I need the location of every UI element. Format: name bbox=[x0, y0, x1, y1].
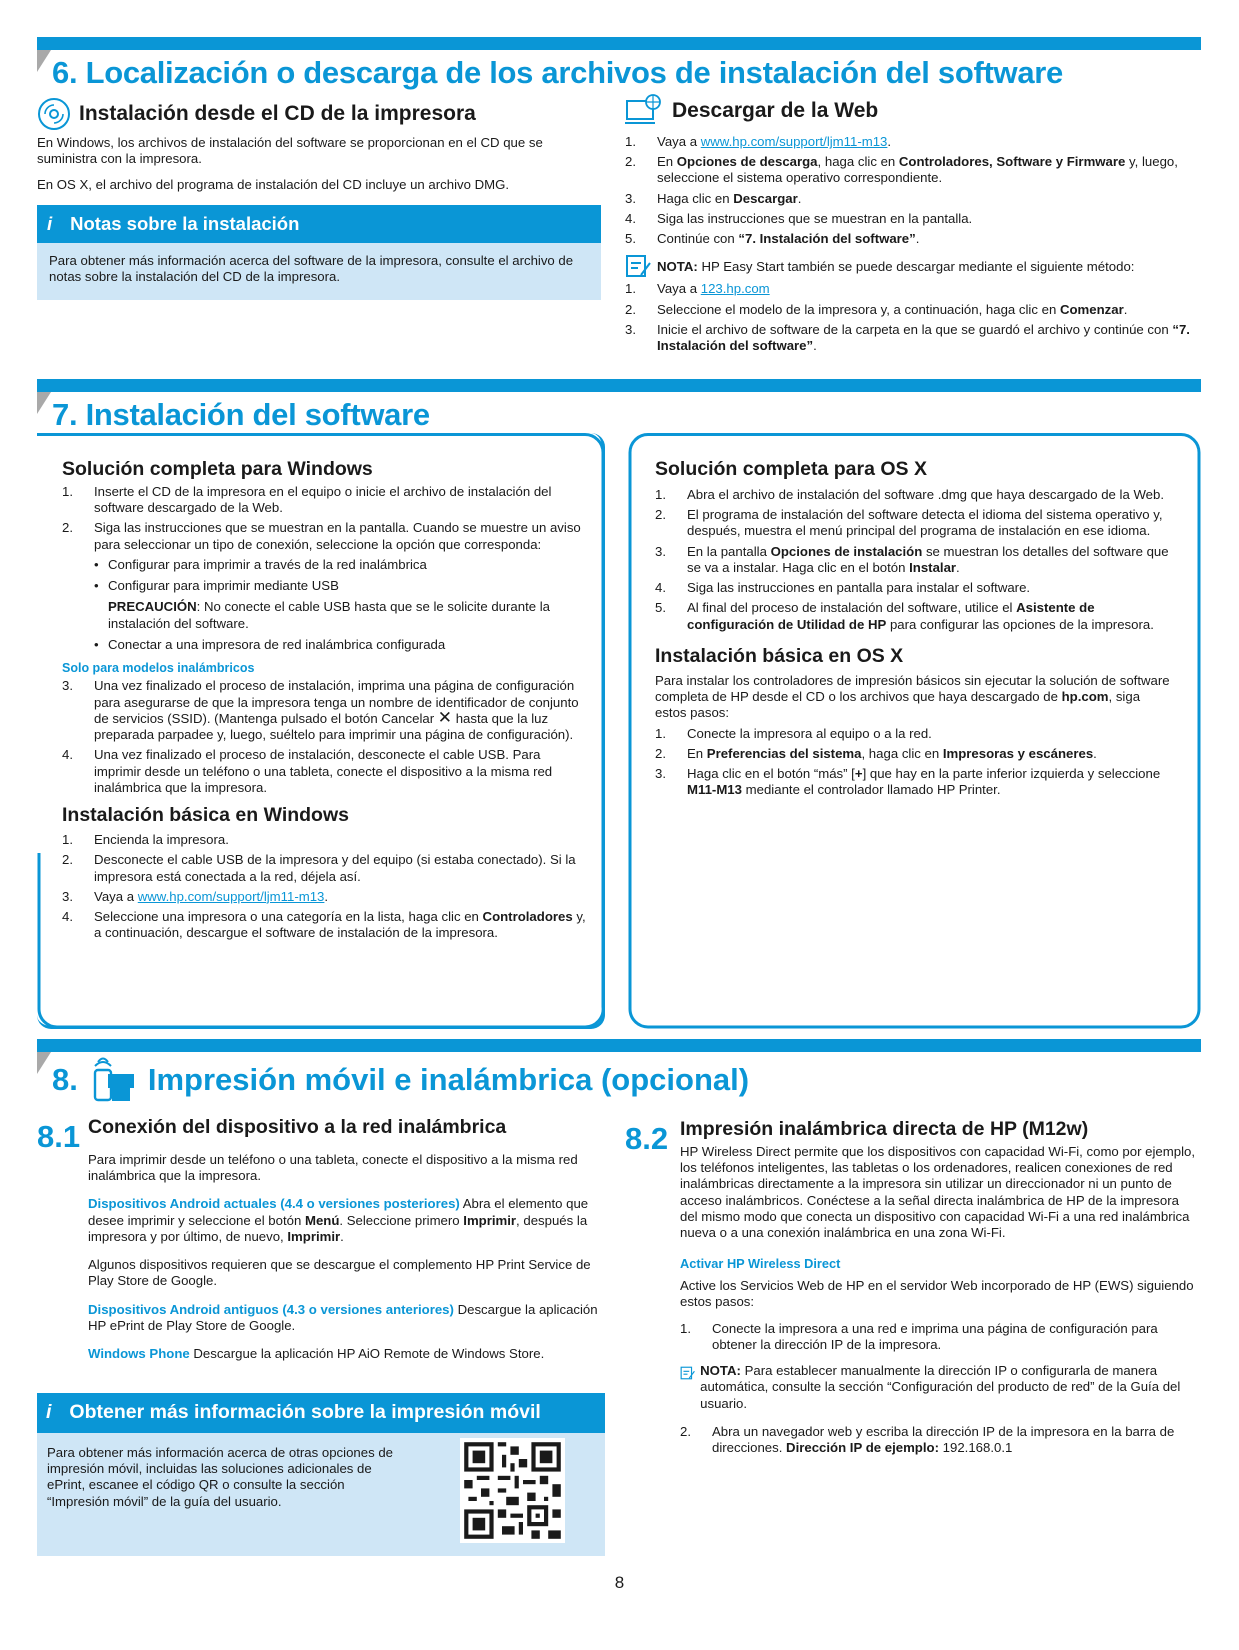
support-link[interactable]: www.hp.com/support/ljm11-m13 bbox=[700, 134, 888, 149]
list-item: 2. Abra un navegador web y escriba la dirección IP de la impresora en la barra de direcciones. Dirección IP de ejemplo: 192.168.0.1 bbox=[680, 1423, 1175, 1455]
activate-wireless-direct-label: Activar HP Wireless Direct bbox=[680, 1256, 841, 1272]
list-item: 2. Seleccione el modelo de la impresora y, a continuación, haga clic en Comenzar. bbox=[625, 301, 1128, 317]
section-7-bar bbox=[37, 379, 1201, 392]
subsection-8-1-text: Para imprimir desde un teléfono o una tableta, conecte el dispositivo a la misma red inalámbrica que la impresora. bbox=[88, 1151, 578, 1184]
web-download-heading: Descargar de la Web bbox=[672, 99, 879, 123]
section-6-title: 6. Localización o descarga de los archivos de instalación del software bbox=[52, 55, 1063, 90]
install-notes-text: Para obtener más información acerca del software de la impresora, consulte el archivo de notas sobre la instalación del CD de la impresora. bbox=[49, 253, 574, 285]
mobile-info-header bbox=[37, 1393, 605, 1433]
subsection-8-1-number: 8.1 bbox=[37, 1119, 81, 1154]
list-item: 3. En la pantalla Opciones de instalación se muestran los detalles del software que se va a instalar. Haga clic en el botón Instalar. bbox=[655, 543, 1169, 575]
list-item: 2. En Opciones de descarga, haga clic en Controladores, Software y Firmware y, luego, seleccione el sistema operativo correspondiente. bbox=[625, 154, 1178, 186]
osx-full-heading: Solución completa para OS X bbox=[655, 458, 927, 480]
section-8-bar bbox=[37, 1039, 1201, 1052]
subsection-8-2 bbox=[680, 1118, 1200, 1460]
list-item: 1. Abra el archivo de instalación del software .dmg que haya descargado de la Web. bbox=[655, 486, 1164, 502]
list-item: 3. Haga clic en el botón “más” [+] que hay en la parte inferior izquierda y seleccione M11-M13 mediante el controlador llamado HP Printer. bbox=[655, 766, 1161, 798]
section-8-number: 8. bbox=[52, 1061, 78, 1097]
subsection-8-1-heading: Conexión del dispositivo a la red inalámbrica bbox=[88, 1116, 507, 1138]
mobile-info-title: Obtener más información sobre la impresión móvil bbox=[69, 1401, 541, 1423]
list-item: 1. Conecte la impresora a una red e imprima una página de configuración para obtener la dirección IP de la impresora. bbox=[680, 1320, 1158, 1352]
cd-install-heading: Instalación desde el CD de la impresora bbox=[79, 102, 476, 126]
mobile-wireless-icon bbox=[90, 1056, 136, 1104]
web-note: NOTA: HP Easy Start también se puede descargar mediante el siguiente método: bbox=[625, 253, 1200, 279]
list-item: 4. Siga las instrucciones que se muestran en la pantalla. bbox=[625, 210, 973, 226]
easy-start-link[interactable]: 123.hp.com bbox=[700, 281, 770, 297]
cd-install-column bbox=[37, 97, 601, 194]
ip-note: NOTA: Para establecer manualmente la dirección IP o configurarla de manera automática, consulte la sección “Configuración del producto de red” de la Guía del usuario. bbox=[680, 1359, 1200, 1412]
mobile-info-text: Para obtener más información acerca de otras opciones de impresión móvil, incluidas las soluciones adicionales de ePrint, escanee el código QR o consulte la sección “Impresión móvil” de la guía del usuario. bbox=[47, 1445, 393, 1509]
web-download-icon bbox=[625, 93, 663, 129]
support-link[interactable]: www.hp.com/support/ljm11-m13 bbox=[137, 888, 325, 904]
list-item: 5. Al final del proceso de instalación del software, utilice el Asistente de configuración de Utilidad de HP para configurar las opciones de la impresora. bbox=[655, 600, 1154, 632]
windows-full-heading: Solución completa para Windows bbox=[62, 458, 373, 480]
list-item: 1. Inserte el CD de la impresora en el equipo o inicie el archivo de instalación del software descargado de la Web. bbox=[62, 483, 552, 516]
install-notes-title: Notas sobre la instalación bbox=[70, 213, 300, 234]
section-8-corner bbox=[37, 1052, 51, 1074]
list-item: • Configurar para imprimir a través de la red inalámbrica bbox=[94, 557, 587, 573]
list-item: 1. Encienda la impresora. bbox=[62, 832, 229, 848]
list-item: 5. Continúe con “7. Instalación del software”. bbox=[625, 231, 920, 247]
list-item: 3. Inicie el archivo de software de la carpeta en la que se guardó el archivo y continúe con “7. Instalación del software”. bbox=[625, 321, 1190, 354]
info-icon: i bbox=[47, 213, 53, 234]
cd-install-text-2: En OS X, el archivo del programa de instalación del CD incluye un archivo DMG. bbox=[37, 177, 510, 193]
list-item: 4. Una vez finalizado el proceso de instalación, desconecte el cable USB. Para imprimir desde un teléfono o una tableta, conecte el dispositivo a la misma red inalámbrica que la impresora. bbox=[62, 747, 553, 795]
list-item: 2. Siga las instrucciones que se muestran en la pantalla. Cuando se muestre un aviso para seleccionar un tipo de conexión, seleccione la opción que corresponda: bbox=[62, 520, 581, 552]
windows-full-section bbox=[62, 458, 587, 946]
list-item: 1. Vaya a www.hp.com/support/ljm11-m13. bbox=[625, 134, 892, 149]
subsection-8-1 bbox=[88, 1116, 608, 1362]
note-icon bbox=[625, 253, 653, 279]
android-old-text: Dispositivos Android antiguos (4.3 o versiones anteriores) Descargue la aplicación HP ePrint de Play Store de Google. bbox=[88, 1301, 598, 1333]
list-item: 1. Conecte la impresora al equipo o a la red. bbox=[655, 725, 932, 741]
windows-phone-text: Windows Phone Descargue la aplicación HP AiO Remote de Windows Store. bbox=[88, 1346, 545, 1362]
cd-icon bbox=[37, 97, 71, 131]
cd-install-text-1: En Windows, los archivos de instalación del software se proporcionan en el CD que se suministra con la impresora. bbox=[37, 135, 543, 167]
list-item: • Configurar para imprimir mediante USB PRECAUCIÓN: No conecte el cable USB hasta que se le solicite durante la instalación del software. bbox=[94, 578, 587, 632]
section-6-bar bbox=[37, 37, 1201, 50]
list-item: 3. Una vez finalizado el proceso de instalación, imprima una página de configuración para asegurarse de que la impresora tenga un nombre de identificador de conjunto de servicios (SSID). (Mantenga pulsado el botón Cancelar ✕ hasta que la luz preparada parpadee y, luego, suéltelo para imprimir una página de configuración). bbox=[62, 678, 579, 743]
web-download-column bbox=[625, 93, 1200, 358]
section-6-corner bbox=[37, 50, 51, 72]
android-current-text: Dispositivos Android actuales (4.4 o versiones posteriores) Abra el elemento que desee imprimir y seleccione el botón Menú. Seleccione primero Imprimir, después la impresora y por último, de nuevo, Imprimir. bbox=[88, 1196, 589, 1244]
wireless-direct-text: HP Wireless Direct permite que los dispositivos con capacidad Wi-Fi, como por ejemplo, los teléfonos inteligentes, las tabletas o los ordenadores, realicen conexiones de red inalámbricas directamente a la impresora sin utilizar un direccionador ni un punto de acceso inalámbricos. Conéctese a la señal directa inalámbrica de HP de la impresora del mismo modo que conecta un dispositivo con capacidad Wi-Fi a una red inalámbrica nueva o a una conexión inalámbrica en una zona Wi-Fi. bbox=[680, 1143, 1195, 1241]
section-7-corner bbox=[37, 392, 51, 414]
section-7-title: 7. Instalación del software bbox=[52, 397, 430, 432]
activate-wireless-direct-text: Active los Servicios Web de HP en el servidor Web incorporado de HP (EWS) siguiendo estos pasos: bbox=[680, 1278, 1194, 1310]
install-notes-header bbox=[37, 205, 601, 243]
subsection-8-2-heading: Impresión inalámbrica directa de HP (M12w) bbox=[680, 1118, 1089, 1140]
print-service-text: Algunos dispositivos requieren que se descargue el complemento HP Print Service de Play Store de Google. bbox=[88, 1257, 591, 1289]
list-item: 1. Vaya a 123.hp.com bbox=[625, 281, 770, 297]
list-item: 2. Desconecte el cable USB de la impresora y del equipo (si estaba conectado). Si la impresora está conectada a la red, déjela así. bbox=[62, 852, 576, 884]
windows-basic-heading: Instalación básica en Windows bbox=[62, 804, 349, 827]
list-item: 4. Seleccione una impresora o una categoría en la lista, haga clic en Controladores y, a continuación, descargue el software de instalación de la impresora. bbox=[62, 909, 586, 941]
osx-basic-heading: Instalación básica en OS X bbox=[655, 644, 904, 667]
qr-code[interactable] bbox=[460, 1438, 565, 1543]
note-icon bbox=[680, 1359, 696, 1387]
info-icon: i bbox=[46, 1401, 52, 1423]
list-item: 2. En Preferencias del sistema, haga clic en Impresoras y escáneres. bbox=[655, 745, 1097, 761]
list-item: 2. El programa de instalación del software detecta el idioma del sistema operativo y, después, muestra el menú principal del programa de instalación en ese idioma. bbox=[655, 507, 1163, 539]
web-download-steps bbox=[625, 134, 1200, 247]
section-8-title-row bbox=[52, 1056, 749, 1104]
install-notes-body bbox=[37, 243, 601, 300]
osx-full-section bbox=[655, 458, 1175, 802]
section-8-title: Impresión móvil e inalámbrica (opcional) bbox=[147, 1061, 750, 1097]
list-item: 3. Haga clic en Descargar. bbox=[625, 190, 802, 206]
subsection-8-2-number: 8.2 bbox=[625, 1121, 669, 1156]
list-item: 4. Siga las instrucciones en pantalla para instalar el software. bbox=[655, 580, 1031, 596]
list-item: • Conectar a una impresora de red inalámbrica configurada bbox=[94, 637, 587, 653]
osx-basic-intro: Para instalar los controladores de impresión básicos sin ejecutar la solución de software completa de HP desde el CD o los archivos que haya descargado de hp.com, siga estos pasos: bbox=[655, 672, 1170, 721]
easy-start-steps bbox=[625, 281, 1200, 354]
page-number: 8 bbox=[614, 1573, 625, 1592]
list-item: 3. Vaya a www.hp.com/support/ljm11-m13. bbox=[62, 888, 329, 904]
cancel-x-icon: ✕ bbox=[437, 707, 453, 727]
wireless-only-label: Solo para modelos inalámbricos bbox=[62, 661, 255, 676]
